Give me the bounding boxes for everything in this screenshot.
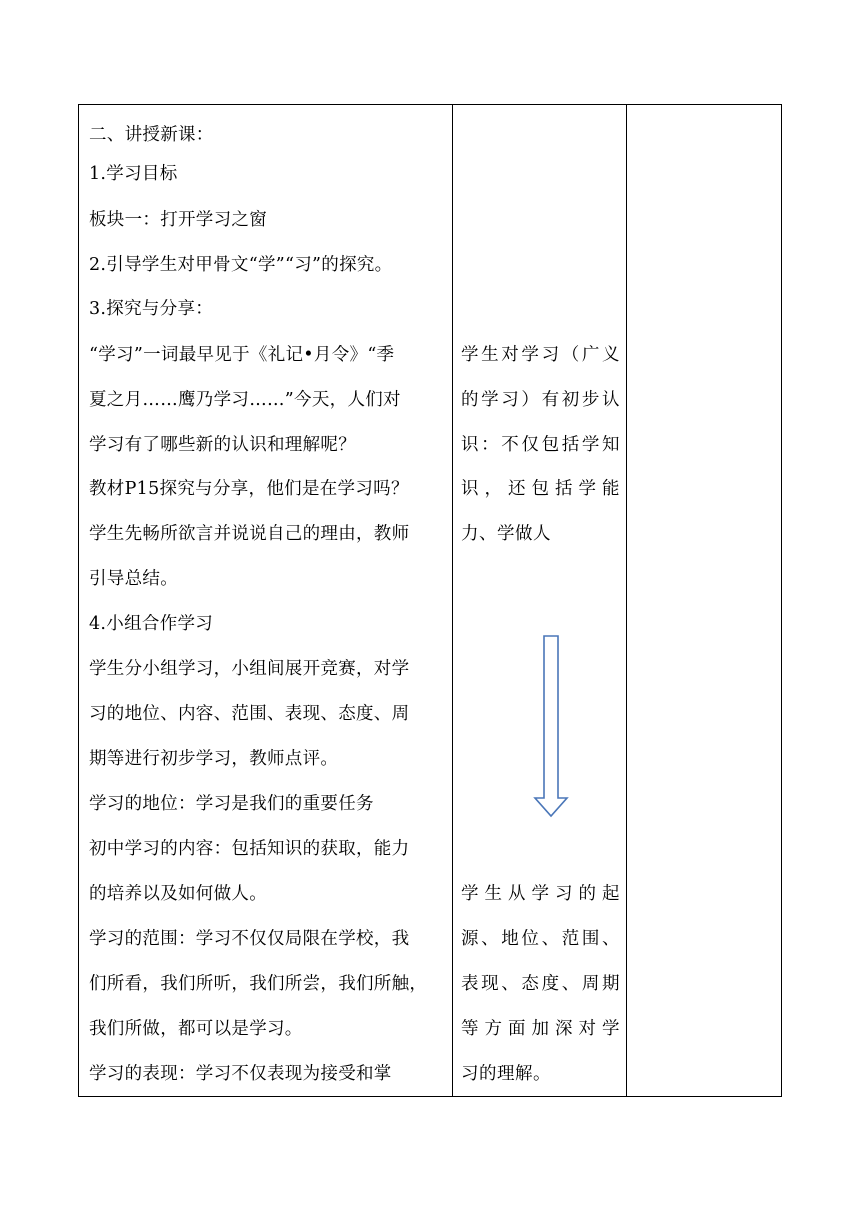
text-line: 2.引导学生对甲骨文“学”“习”的探究。 — [89, 255, 393, 275]
text-line: 习的地位、内容、范围、表现、态度、周 — [89, 704, 410, 724]
text-line: 们所看，我们所听，我们所尝，我们所触， — [89, 974, 428, 994]
teaching-process-column — [79, 105, 453, 1096]
design-intent-column — [453, 105, 627, 1096]
text-line: 学生先畅所欲言并说说自己的理由，教师 — [89, 524, 410, 544]
text-line: 学习有了哪些新的认识和理解呢？ — [89, 435, 356, 455]
intent-text-line: 识：不仅包括学知 — [461, 435, 620, 455]
intent-text-line: 等方面加深对学 — [461, 1019, 620, 1039]
text-line: 夏之月……鹰乃学习……”今天，人们对 — [89, 390, 401, 410]
intent-text-line: 学生从学习的起 — [461, 884, 620, 904]
text-line: 学习的表现：学习不仅表现为接受和掌 — [89, 1064, 392, 1084]
text-line: 板块一：打开学习之窗 — [89, 210, 267, 230]
text-line: 学习的地位：学习是我们的重要任务 — [89, 794, 374, 814]
text-line: 教材P15探究与分享，他们是在学习吗？ — [89, 479, 409, 499]
text-line: 学生分小组学习，小组间展开竞赛，对学 — [89, 659, 410, 679]
text-line: 二、讲授新课： — [89, 125, 214, 145]
intent-text-line: 表现、态度、周期 — [461, 974, 620, 994]
notes-column — [627, 105, 781, 1096]
intent-text-line: 的学习）有初步认 — [461, 390, 620, 410]
text-line: 引导总结。 — [89, 569, 178, 589]
text-line: 4.小组合作学习 — [89, 614, 214, 634]
text-line: 学习的范围：学习不仅仅局限在学校，我 — [89, 929, 410, 949]
text-line: “学习”一词最早见于《礼记•月令》“季 — [89, 345, 395, 365]
text-line: 1.学习目标 — [89, 164, 178, 184]
intent-text-line: 识，还包括学能 — [461, 479, 620, 499]
text-line: 初中学习的内容：包括知识的获取，能力 — [89, 839, 410, 859]
intent-text-line: 习的理解。 — [461, 1064, 551, 1084]
intent-text-line: 力、学做人 — [461, 524, 551, 544]
text-line: 的培养以及如何做人。 — [89, 884, 267, 904]
lesson-plan-table — [78, 104, 782, 1097]
intent-text-line: 源、地位、范围、 — [461, 929, 620, 949]
text-line: 3.探究与分享： — [89, 299, 214, 319]
text-line: 期等进行初步学习，教师点评。 — [89, 749, 339, 769]
text-line: 我们所做，都可以是学习。 — [89, 1019, 303, 1039]
down-arrow-icon — [533, 635, 569, 819]
intent-text-line: 学生对学习（广义 — [461, 345, 620, 365]
